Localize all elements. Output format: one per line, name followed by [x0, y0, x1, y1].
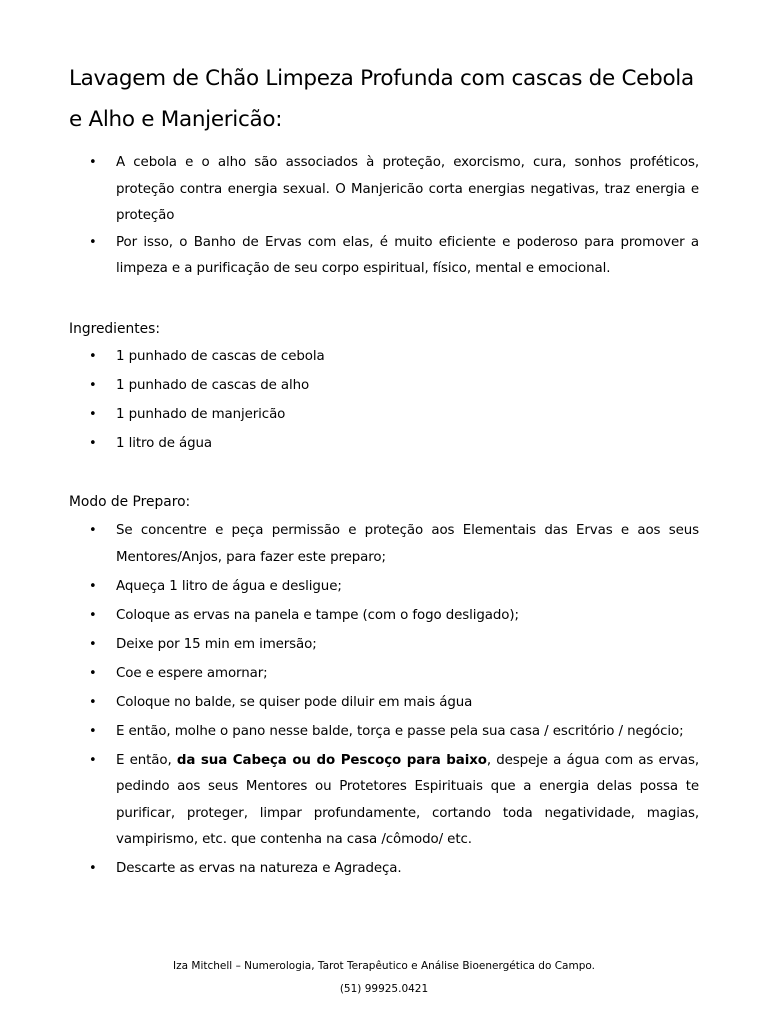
list-item-text: A cebola e o alho são associados à proteção, exorcismo, cura, sonhos proféticos, proteção contra energia sexual. O Manjericão corta energias negativas, traz energia e proteção: [116, 155, 699, 223]
bullet-icon: •: [89, 578, 97, 594]
list-item: [0, 518, 768, 571]
bullet-icon: •: [89, 861, 97, 876]
method-heading: Modo de Preparo:: [69, 494, 191, 510]
list-item: [0, 373, 768, 400]
list-item-text: Aqueça 1 litro de água e desligue;: [116, 578, 342, 594]
bullet-icon: •: [89, 407, 97, 422]
list-item-text: Descarte as ervas na natureza e Agradeça.: [116, 861, 402, 876]
bullet-icon: •: [89, 436, 97, 451]
list-item-text-before: E então,: [116, 752, 177, 768]
list-item: [0, 150, 768, 230]
bullet-icon: •: [89, 694, 97, 710]
list-item: [0, 344, 768, 371]
footer-phone: (51) 99925.0421: [339, 983, 429, 995]
bullet-icon: •: [89, 234, 97, 250]
list-item: [0, 230, 768, 283]
list-item-text: Coloque no balde, se quiser pode diluir em mais água: [116, 694, 473, 710]
bullet-icon: •: [89, 636, 97, 652]
list-item: [0, 574, 768, 601]
list-item: [0, 402, 768, 429]
list-item-text: E então, molhe o pano nesse balde, torça e passe pela sua casa / escritório / negócio;: [116, 723, 684, 739]
intro-section: [0, 150, 768, 283]
list-item: [0, 690, 768, 717]
list-item-bold-text: da sua Cabeça ou do Pescoço para baixo: [176, 752, 487, 768]
bullet-icon: •: [89, 378, 97, 393]
bullet-icon: •: [89, 349, 97, 364]
page-title: Lavagem de Chão Limpeza Profunda com cascas de Cebola e Alho e Manjericão:: [69, 66, 694, 132]
list-item-text: 1 punhado de cascas de alho: [116, 378, 310, 393]
list-item-text: Coe e espere amornar;: [116, 665, 268, 681]
list-item: [0, 632, 768, 659]
bullet-icon: •: [89, 607, 97, 623]
bullet-icon: •: [89, 752, 97, 768]
list-item: [0, 661, 768, 688]
ingredients-list: [0, 344, 768, 460]
method-list: [0, 518, 768, 885]
list-item-text: Se concentre e peça permissão e proteção aos Elementais das Ervas e aos seus Mentores/Anjos, para fazer este preparo;: [116, 523, 699, 565]
list-item-text: 1 litro de água: [116, 436, 213, 451]
list-item: [0, 603, 768, 630]
list-item-text: 1 punhado de cascas de cebola: [116, 349, 325, 364]
list-item: [0, 719, 768, 746]
list-item-text: 1 punhado de manjericão: [116, 407, 286, 422]
list-item-text: Por isso, o Banho de Ervas com elas, é muito eficiente e poderoso para promover a limpeza e a purificação de seu corpo espiritual, físico, mental e emocional.: [116, 234, 699, 276]
list-item: [0, 431, 768, 458]
list-item: [0, 748, 768, 854]
bullet-icon: •: [89, 723, 97, 739]
bullet-icon: •: [89, 523, 97, 538]
list-item-text: Deixe por 15 min em imersão;: [116, 636, 317, 652]
ingredients-heading: Ingredientes:: [69, 321, 160, 337]
footer-credit: Iza Mitchell – Numerologia, Tarot Terapêutico e Análise Bioenergética do Campo.: [173, 960, 595, 972]
list-item-text: Coloque as ervas na panela e tampe (com o fogo desligado);: [116, 607, 519, 623]
list-item-text-after: , despeje a água com as ervas, pedindo aos seus Mentores ou Protetores Espirituais que a energia delas possa te purificar, proteger, limpar profundamente, cortando toda negatividade, magias, vampirismo, etc. que contenha na casa /cômodo/ etc.: [116, 752, 699, 847]
list-item: [0, 856, 768, 883]
bullet-icon: •: [89, 665, 97, 681]
bullet-icon: •: [89, 155, 97, 170]
